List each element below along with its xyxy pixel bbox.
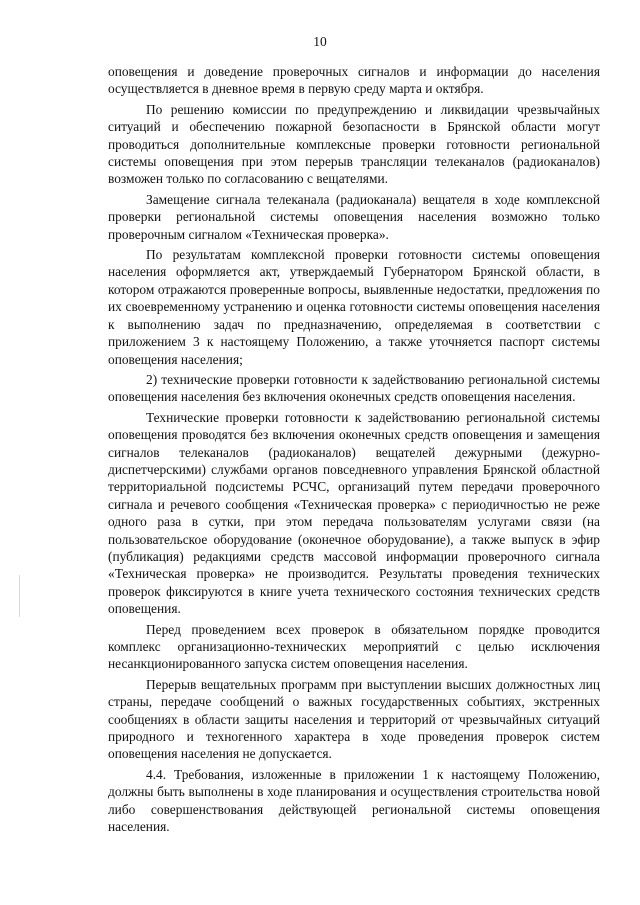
paragraph-4-4-requirements: 4.4. Требования, изложенные в приложении 1 к настоящему Положению, должны быть выполнены в ходе планирования и осуществления строительства новой либо совершенствования действующей региональной системы оповещения населения. bbox=[108, 766, 600, 835]
paragraph-commission-decision: По решению комиссии по предупреждению и ликвидации чрезвычайных ситуаций и обеспечению пожарной безопасности в Брянской области могут проводиться дополнительные комплексные проверки готовности региональной системы оповещения при этом перерыв трансляции телеканалов (радиоканалов) возможен только по согласованию с вещателями. bbox=[108, 101, 600, 187]
paragraph-broadcast-interruption: Перерыв вещательных программ при выступлении высших должностных лиц страны, передаче сообщений о важных государственных событиях, экстренных сообщениях в области защиты населения и территорий от чрезвычайных ситуаций природного и техногенного характера в ходе проведения проверок систем оповещения населения не допускается. bbox=[108, 676, 600, 762]
paragraph-preliminary-measures: Перед проведением всех проверок в обязательном порядке проводится комплекс организационно-технических мероприятий с целью исключения несанкционированного запуска систем оповещения населения. bbox=[108, 621, 600, 672]
page-number: 10 bbox=[313, 34, 327, 49]
paragraph-signal-replacement: Замещение сигнала телеканала (радиоканала) вещателя в ходе комплексной проверки региональной системы оповещения населения возможно только проверочным сигналом «Техническая проверка». bbox=[108, 191, 600, 242]
paragraph-continued: оповещения и доведение проверочных сигналов и информации до населения осуществляется в дневное время в первую среду марта и октября. bbox=[108, 64, 600, 97]
paragraph-check-results-act: По результатам комплексной проверки готовности системы оповещения населения оформляется акт, утверждаемый Губернатором Брянской области, в котором отражаются проверенные вопросы, выявленные недостатки, предложения по их своевременному устранению и оценка готовности системы оповещения населения к выполнению задач по предназначению, определяемая в соответствии с приложением 3 к настоящему Положению, а также уточняется паспорт системы оповещения населения; bbox=[108, 247, 600, 367]
paragraph-item-2-technical-checks: 2) технические проверки готовности к задействованию региональной системы оповещения населения без включения оконечных средств оповещения населения. bbox=[108, 371, 600, 405]
document-body bbox=[108, 63, 600, 838]
margin-scan-mark bbox=[19, 575, 20, 617]
paragraph-technical-checks-procedure: Технические проверки готовности к задействованию региональной системы оповещения проводятся без включения оконечных средств оповещения и замещения сигналов телеканалов (радиоканалов) вещателей дежурными (дежурно-диспетчерскими) службами органов повседневного управления Брянской областной территориальной подсистемы РСЧС, организаций путем передачи проверочного сигнала и речевого сообщения «Техническая проверка» с периодичностью не реже одного раза в сутки, при этом передача пользователям услугами связи (на пользовательское оборудование (оконечное оборудование), а также выпуск в эфир (публикация) редакциями средств массовой информации проверочного сигнала «Техническая проверка» не производится. Результаты проведения технических проверок фиксируются в книге учета технического состояния технических средств оповещения. bbox=[108, 409, 600, 617]
